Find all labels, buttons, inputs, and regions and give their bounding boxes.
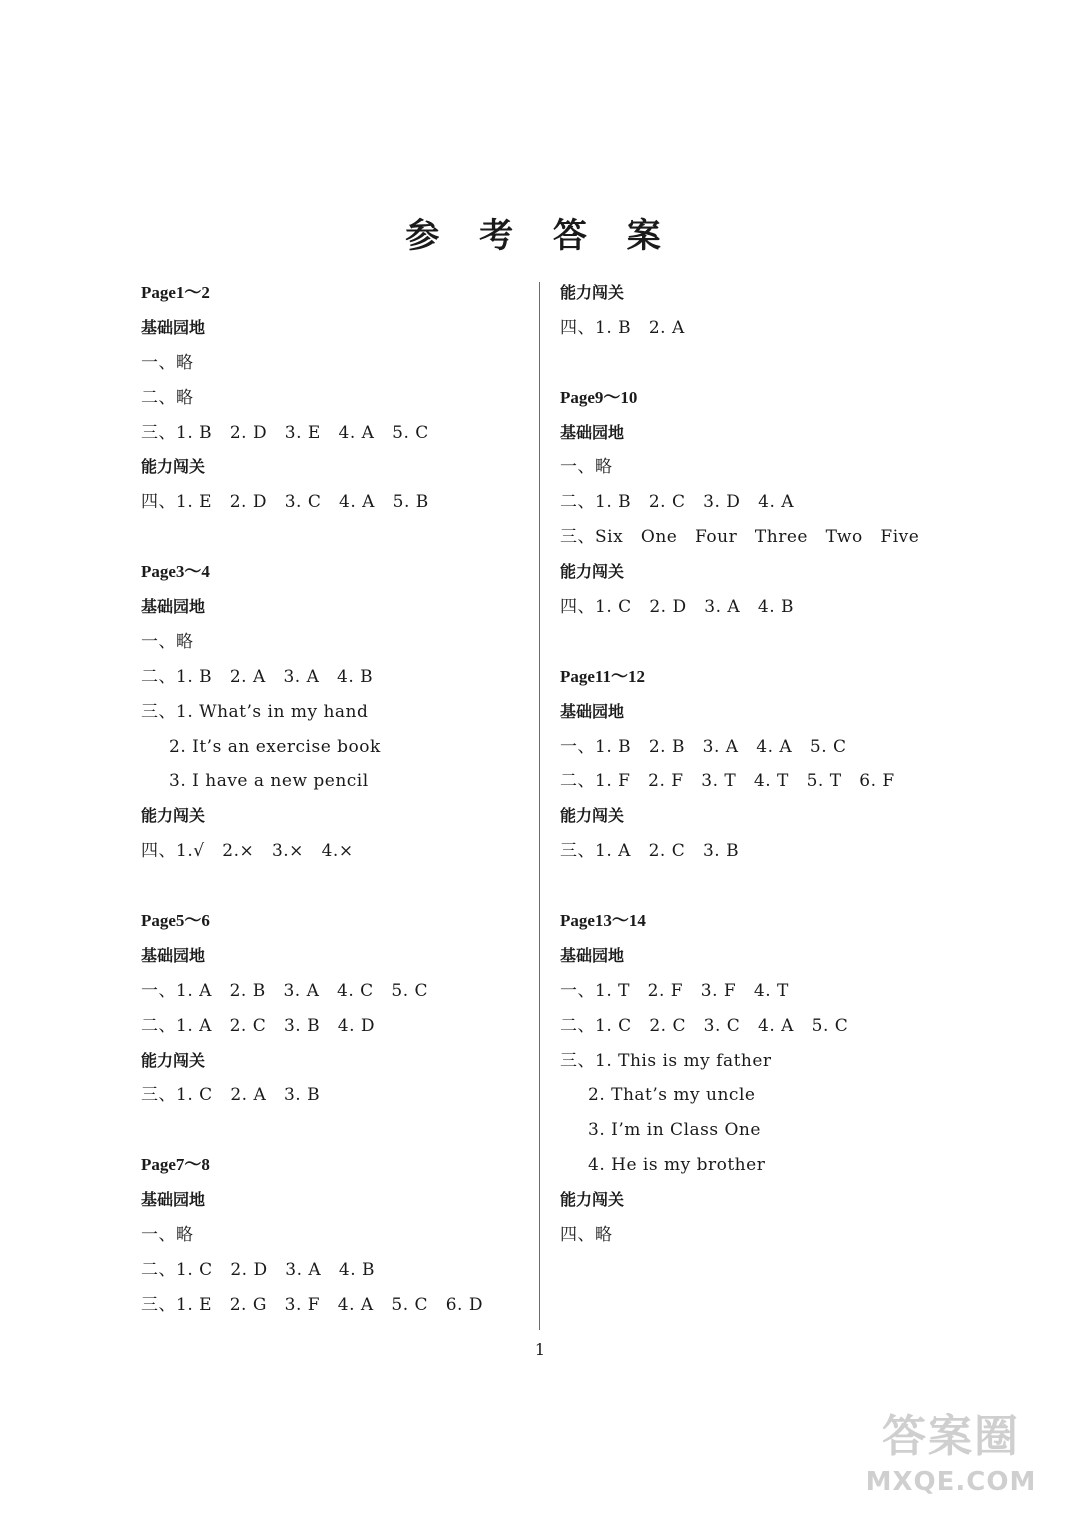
column-divider <box>539 282 540 1330</box>
spacer <box>141 520 521 555</box>
answer-line: 三、Six One Four Three Two Five <box>560 527 920 548</box>
page-range-heading: Page5～6 <box>141 911 210 931</box>
answer-line: 2. It’s an exercise book <box>169 736 381 757</box>
answer-line: 2. That’s my uncle <box>588 1085 756 1106</box>
section-heading: 基础园地 <box>141 317 206 337</box>
answer-line: 一、略 <box>141 631 194 652</box>
page-range-heading: Page9～10 <box>560 387 638 407</box>
answer-line: 二、1. B 2. C 3. D 4. A <box>560 492 795 513</box>
spacer <box>560 625 960 660</box>
page-range-heading: Page3～4 <box>141 562 210 582</box>
right-answer-column <box>560 276 960 1253</box>
answer-line: 二、1. C 2. D 3. A 4. B <box>141 1259 376 1280</box>
section-heading: 基础园地 <box>560 945 625 965</box>
spacer <box>560 346 960 381</box>
answer-line: 二、1. F 2. F 3. T 4. T 5. T 6. F <box>560 771 895 792</box>
section-heading: 基础园地 <box>560 422 625 442</box>
section-heading: 基础园地 <box>141 1190 206 1210</box>
section-heading: 能力闯关 <box>141 1050 206 1070</box>
section-heading: 能力闯关 <box>560 1190 625 1210</box>
answer-line: 一、1. B 2. B 3. A 4. A 5. C <box>560 736 847 757</box>
section-heading: 能力闯关 <box>141 457 206 477</box>
answer-line: 三、1. B 2. D 3. E 4. A 5. C <box>141 422 429 443</box>
answer-line: 三、1. What’s in my hand <box>141 701 369 722</box>
answer-line: 一、略 <box>560 457 613 478</box>
answer-line: 3. I’m in Class One <box>588 1120 761 1141</box>
answer-line: 4. He is my brother <box>588 1155 766 1176</box>
section-heading: 基础园地 <box>141 597 206 617</box>
answer-line: 三、1. C 2. A 3. B <box>141 1085 321 1106</box>
answer-line: 3. I have a new pencil <box>169 771 369 792</box>
page-range-heading: Page13～14 <box>560 911 646 931</box>
answer-line: 二、1. B 2. A 3. A 4. B <box>141 666 374 687</box>
section-heading: 能力闯关 <box>560 562 625 582</box>
answer-line: 四、1.√ 2.× 3.× 4.× <box>141 841 354 862</box>
watermark-site-text: MXQE.COM <box>865 1467 1037 1497</box>
watermark-logo-text: 答案圈 <box>882 1411 1020 1462</box>
answer-line: 四、1. C 2. D 3. A 4. B <box>560 597 795 618</box>
answer-line: 四、1. B 2. A <box>560 317 685 338</box>
section-heading: 能力闯关 <box>560 283 625 302</box>
spacer <box>141 869 521 904</box>
answer-line: 三、1. E 2. G 3. F 4. A 5. C 6. D <box>141 1294 483 1315</box>
answer-line: 三、1. This is my father <box>560 1050 772 1071</box>
answer-line: 四、1. E 2. D 3. C 4. A 5. B <box>141 492 429 513</box>
spacer <box>560 869 960 904</box>
spacer <box>141 1113 521 1148</box>
page-title: 参 考 答 案 <box>405 216 675 256</box>
answer-line: 一、1. A 2. B 3. A 4. C 5. C <box>141 980 429 1001</box>
answer-line: 四、略 <box>560 1225 613 1246</box>
page-range-heading: Page7～8 <box>141 1155 210 1175</box>
section-heading: 基础园地 <box>141 945 206 965</box>
answer-line: 二、略 <box>141 387 194 408</box>
answer-line: 三、1. A 2. C 3. B <box>560 841 740 862</box>
answer-line: 一、1. T 2. F 3. F 4. T <box>560 980 789 1001</box>
section-heading: 能力闯关 <box>141 806 206 826</box>
page-range-heading: Page11～12 <box>560 666 645 686</box>
left-answer-column <box>141 276 521 1323</box>
watermark-logo <box>856 1409 1046 1513</box>
section-heading: 能力闯关 <box>560 806 625 826</box>
answer-line: 二、1. A 2. C 3. B 4. D <box>141 1015 376 1036</box>
answer-line: 一、略 <box>141 1225 194 1246</box>
page-range-heading: Page1～2 <box>141 283 210 302</box>
answer-line: 一、略 <box>141 352 194 373</box>
page-number: 1 <box>534 1340 546 1359</box>
answer-line: 二、1. C 2. C 3. C 4. A 5. C <box>560 1015 849 1036</box>
section-heading: 基础园地 <box>560 701 625 721</box>
